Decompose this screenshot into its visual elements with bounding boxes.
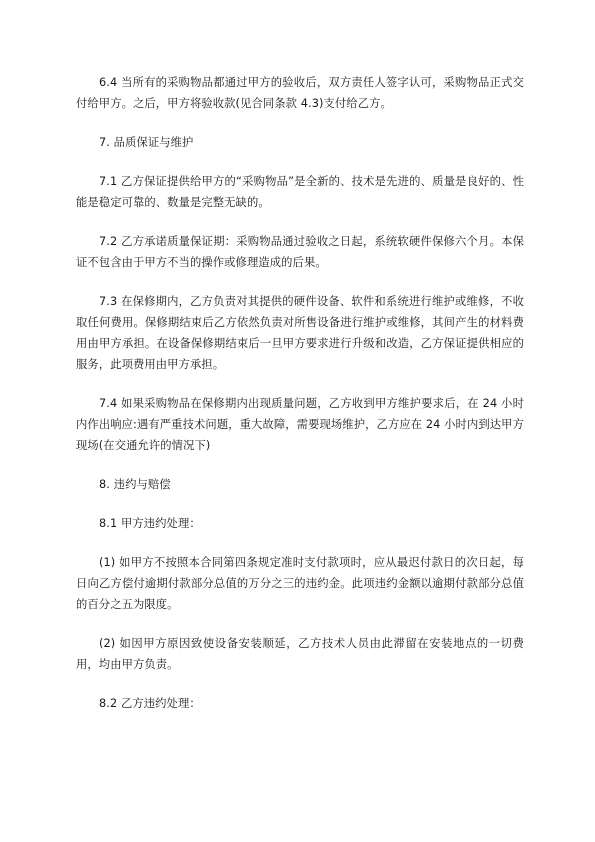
clause-7-4: 7.4 如果采购物品在保修期内出现质量问题，乙方收到甲方维护要求后，在 24 小时内作出响应:遇有严重技术问题，重大故障，需要现场维护，乙方应在 24 小时内到达甲方现场(在交通允许的情况下): [76, 397, 524, 452]
clause-8-1-item-2: (2) 如因甲方原因致使设备安装顺延，乙方技术人员由此滞留在安装地点的一切费用，均由甲方负责。: [76, 637, 524, 671]
clause-7-2: 7.2 乙方承诺质量保证期：采购物品通过验收之日起，系统软硬件保修六个月。本保证不包含由于甲方不当的操作或修理造成的后果。: [76, 235, 524, 269]
document-page: [76, 72, 524, 732]
clause-8-1-item-1: (1) 如甲方不按照本合同第四条规定准时支付款项时，应从最迟付款日的次日起，每日向乙方偿付逾期付款部分总值的万分之三的违约金。此项违约金额以逾期付款部分总值的百分之五为限度。: [76, 556, 524, 611]
subsection-heading-8-1: 8.1 甲方违约处理：: [99, 517, 201, 530]
clause-7-1: 7.1 乙方保证提供给甲方的“采购物品”是全新的、技术是先进的、质量是良好的、性能是稳定可靠的、数量是完整无缺的。: [76, 175, 524, 209]
subsection-heading-8-2: 8.2 乙方违约处理：: [99, 697, 201, 710]
section-heading-8: 8. 违约与赔偿: [99, 478, 171, 491]
clause-6-4: 6.4 当所有的采购物品都通过甲方的验收后，双方责任人签字认可，采购物品正式交付给甲方。之后，甲方将验收款(见合同条款 4.3)支付给乙方。: [76, 76, 524, 110]
section-heading-7: 7. 品质保证与维护: [99, 136, 194, 149]
clause-7-3: 7.3 在保修期内，乙方负责对其提供的硬件设备、软件和系统进行维护或维修，不收取任何费用。保修期结束后乙方依然负责对所售设备进行维护或维修，其间产生的材料费用由甲方承担。在设备保修期结束后一旦甲方要求进行升级和改造，乙方保证提供相应的服务，此项费用由甲方承担。: [76, 295, 524, 371]
